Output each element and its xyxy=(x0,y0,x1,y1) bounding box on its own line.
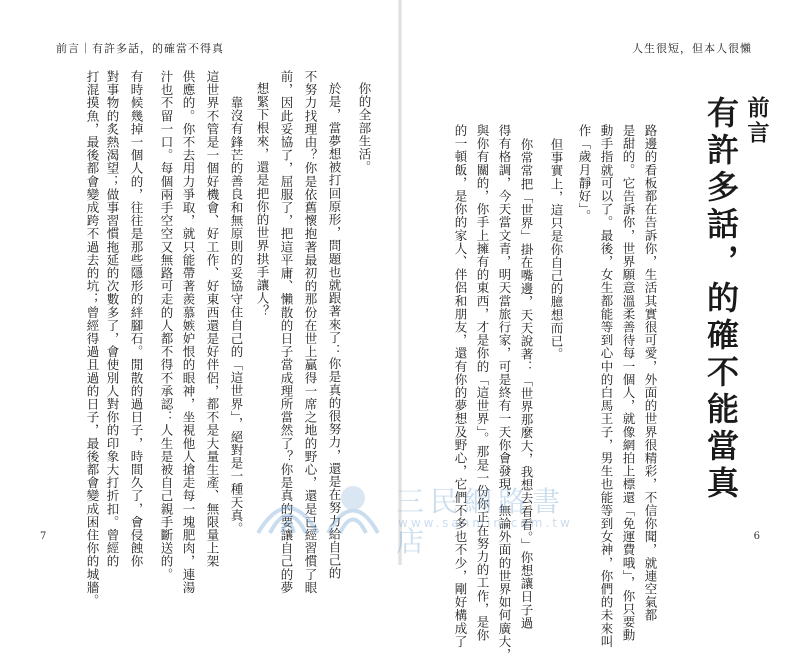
right-column: 的一頓飯，是你的家人、伴侶和朋友，還有你的夢想及野心，它們不多也不少，剛好構成了 xyxy=(453,124,468,648)
left-column: 打混摸魚，最後都會變成跨不過去的坑；曾經得過且過的日子，最後都會變成困住你的城牆。 xyxy=(85,70,100,608)
right-column: 動手指就可以了。最後，女生都能等到心中的白馬王子，男生也能等到女神，你們的未來叫 xyxy=(599,124,614,648)
right-column: 但事實上，這只是你自己的臆想而已。 xyxy=(549,138,564,361)
right-column: 作「歲月靜好」。 xyxy=(577,124,592,223)
watermark-url: www.sanmin.com.tw xyxy=(398,516,573,530)
right-column: 你常常把「世界」掛在嘴邊，天天說著：「世界那麼大，我想去看看。」你想讓日子過 xyxy=(519,138,534,630)
left-column: 前，因此妥協了，屈服了，把這平庸、懶散的日子當成理所當然了？你是真的要讓自己的夢 xyxy=(279,70,294,594)
left-column: 想緊下根來，還是把你的世界拱手讓人？ xyxy=(255,82,270,318)
left-page-number: 7 xyxy=(40,531,47,542)
right-column: 與你有關的，你手上擁有的東西，才是你的「這世界」。那是一份你正在努力的工作，是你 xyxy=(475,124,490,642)
right-column: 得有格調，今天當文青，明天當旅行家，可是終有一天你會發現，無論外面的世界如何廣大， xyxy=(497,124,512,661)
chapter-title: 有許多話，的確不能當真 xyxy=(702,96,740,503)
left-page-header: 前言｜有許多話，的確當不得真 xyxy=(56,42,224,55)
left-column: 汁也不留一口。每個兩手空空又無路可走的人都不得不承認：人生是被自己親手斷送的。 xyxy=(159,70,174,581)
chapter-label: 前言 xyxy=(744,96,770,146)
right-column: 是甜的。它告訴你，世界願意溫柔善待每一個人，就像網拍上標還「免運費哦」，你只要動 xyxy=(621,124,636,642)
left-column: 供應的。你不去用力爭取，就只能帶著羨慕嫉妒恨的眼神，坐視他人搶走每一塊肥肉，連湯 xyxy=(181,70,196,594)
left-column: 靠沒有鋒芒的善良和無原則的妥協守住自己的「這世界」，絕對是一種天真。 xyxy=(229,96,244,536)
watermark-logo-icon xyxy=(248,478,388,538)
left-column: 你的全部生活。 xyxy=(357,82,372,174)
left-column: 對事物的炙熱渴望；做事習慣拖延的次數多了，會使別人對你的印象大打折扣。曾經的 xyxy=(105,70,120,568)
left-column: 有時候幾掉一個人的，往往是那些隱形的絆腳石。閒散的過日子，時間久了，會侵蝕你 xyxy=(129,70,144,568)
left-column: 這世界不管是一個好機會、好工作、好東西還是好伴侶，都不是大量生產、無限量上架 xyxy=(205,70,220,568)
watermark-text: 三民網路書店 xyxy=(396,485,567,558)
left-column: 於是，當夢想被打回原形，問題也就跟著來了：你是真的很努力，還是在努力給自己的 xyxy=(327,82,342,580)
right-column: 路邊的看板都在告訴你，生活其實很可愛，外面的世界很精彩，不信你聞，就連空氣都 xyxy=(643,124,658,622)
left-column: 不努力找理由？你是依舊懷抱著最初的那份在世上贏得一席之地的野心，還是已經習慣了眼 xyxy=(303,70,318,594)
watermark xyxy=(248,478,598,558)
right-page-header: 人生很短，但本人很懶 xyxy=(632,42,752,55)
right-page-number: 6 xyxy=(753,531,760,542)
